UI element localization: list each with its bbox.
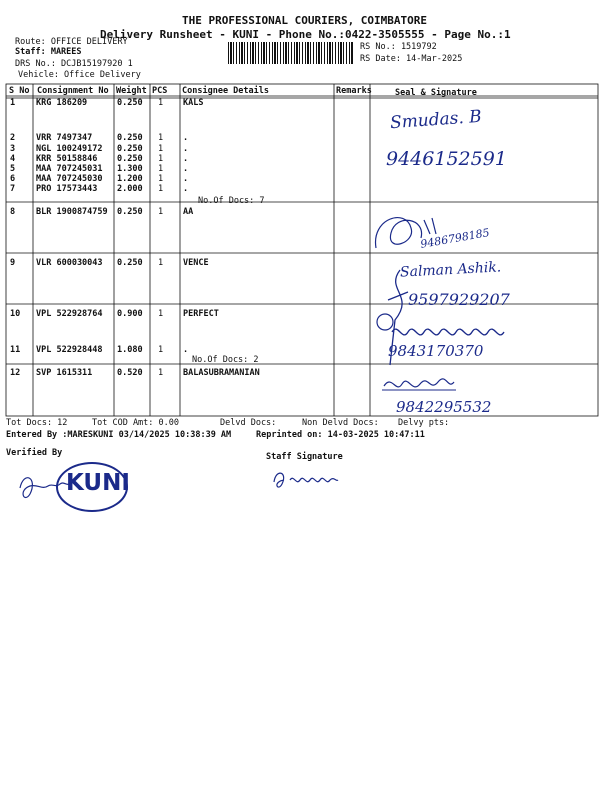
cell-pcs: 1	[158, 309, 164, 319]
cell-sno: 8	[10, 207, 16, 217]
cell-cons: VPL 522928448	[36, 345, 103, 355]
cell-cons: BLR 1900874759	[36, 207, 108, 217]
cell-details: .	[183, 164, 189, 174]
cell-details: .	[183, 133, 189, 143]
cell-weight: 0.250	[117, 98, 143, 108]
cell-pcs: 1	[158, 184, 164, 194]
signature-phone: 9446152591	[386, 148, 507, 170]
cell-details: VENCE	[183, 258, 209, 268]
cell-pcs: 1	[158, 164, 164, 174]
cell-sno: 10	[10, 309, 21, 319]
vehicle-label: Vehicle: Office Delivery	[18, 70, 141, 80]
cell-weight: 0.900	[117, 309, 143, 319]
cell-pcs: 1	[158, 207, 164, 217]
docs-note: No.Of Docs: 7	[198, 196, 265, 206]
cell-sno: 2	[10, 133, 16, 143]
cell-cons: VRR 7497347	[36, 133, 93, 143]
cell-weight: 0.520	[117, 368, 143, 378]
col-consignee: Consignee Details	[182, 86, 269, 96]
delvd-docs: Delvd Docs:	[220, 418, 277, 428]
cell-sno: 1	[10, 98, 16, 108]
cell-weight: 1.080	[117, 345, 143, 355]
cell-weight: 2.000	[117, 184, 143, 194]
cell-sno: 9	[10, 258, 16, 268]
non-delvd-docs: Non Delvd Docs:	[302, 418, 379, 428]
staff-label: Staff: MAREES	[15, 47, 82, 57]
cell-details: KALS	[183, 98, 204, 108]
col-pcs: PCS	[152, 86, 168, 96]
signature-phone: 9597929207	[408, 290, 510, 309]
cell-sno: 12	[10, 368, 21, 378]
cell-details: .	[183, 174, 189, 184]
cell-weight: 0.250	[117, 133, 143, 143]
cell-sno: 11	[10, 345, 21, 355]
cell-weight: 0.250	[117, 144, 143, 154]
cell-pcs: 1	[158, 154, 164, 164]
cell-cons: KRR 50158846	[36, 154, 98, 164]
col-consignment: Consignment No	[37, 86, 109, 96]
col-seal: Seal & Signature	[395, 88, 477, 98]
signature-name: Salman Ashik.	[399, 259, 502, 281]
stamp-text: KUNI	[66, 470, 130, 496]
cell-pcs: 1	[158, 174, 164, 184]
staff-signature-label: Staff Signature	[266, 452, 343, 462]
col-weight: Weight	[116, 86, 147, 96]
cell-cons: MAA 707245030	[36, 174, 103, 184]
cell-cons: MAA 707245031	[36, 164, 103, 174]
drs-label: DRS No.: DCJB15197920 1	[15, 59, 133, 69]
route-label: Route: OFFICE DELIVERY	[15, 37, 128, 47]
cell-sno: 7	[10, 184, 16, 194]
cell-details: .	[183, 184, 189, 194]
cell-details: .	[183, 154, 189, 164]
cell-cons: VLR 600030043	[36, 258, 103, 268]
cell-sno: 3	[10, 144, 16, 154]
verified-by: Verified By	[6, 448, 63, 458]
cell-sno: 5	[10, 164, 16, 174]
signature-phone: 9842295532	[396, 398, 492, 416]
cell-cons: VPL 522928764	[36, 309, 103, 319]
rs-number: RS No.: 1519792	[360, 42, 437, 52]
cell-pcs: 1	[158, 98, 164, 108]
company-title: THE PROFESSIONAL COURIERS, COIMBATORE	[182, 14, 428, 27]
cell-pcs: 1	[158, 144, 164, 154]
cell-sno: 6	[10, 174, 16, 184]
cell-weight: 1.300	[117, 164, 143, 174]
tot-cod: Tot COD Amt: 0.00	[92, 418, 179, 428]
cell-weight: 0.250	[117, 207, 143, 217]
runsheet-subtitle: Delivery Runsheet - KUNI - Phone No.:0422-3505555 - Page No.:1	[100, 28, 511, 41]
signature-scribble	[380, 372, 460, 394]
cell-pcs: 1	[158, 368, 164, 378]
cell-details: AA	[183, 207, 194, 217]
cell-details: .	[183, 144, 189, 154]
tot-docs: Tot Docs: 12	[6, 418, 68, 428]
signature-scribble	[388, 318, 538, 342]
cell-cons: PRO 17573443	[36, 184, 98, 194]
cell-details: .	[183, 345, 189, 355]
cell-pcs: 1	[158, 133, 164, 143]
cell-weight: 0.250	[117, 258, 143, 268]
col-remarks: Remarks	[336, 86, 372, 96]
entered-by: Entered By :MARESKUNI 03/14/2025 10:38:39 AM	[6, 430, 232, 440]
cell-weight: 0.250	[117, 154, 143, 164]
staff-signature	[268, 462, 358, 494]
cell-pcs: 1	[158, 345, 164, 355]
signature-name: Smudas. B	[389, 106, 483, 134]
cell-sno: 4	[10, 154, 16, 164]
rs-date: RS Date: 14-Mar-2025	[360, 54, 463, 64]
col-sno: S No	[9, 86, 30, 96]
cell-details: PERFECT	[183, 309, 219, 319]
cell-weight: 1.200	[117, 174, 143, 184]
cell-details: BALASUBRAMANIAN	[183, 368, 260, 378]
signature-phone: 9486798185	[419, 226, 491, 251]
delvy-pts: Delvy pts:	[398, 418, 450, 428]
docs-note: No.Of Docs: 2	[192, 355, 259, 365]
cell-cons: KRG 186209	[36, 98, 88, 108]
cell-cons: SVP 1615311	[36, 368, 93, 378]
signature-phone: 9843170370	[388, 342, 484, 360]
cell-cons: NGL 100249172	[36, 144, 103, 154]
reprinted-on: Reprinted on: 14-03-2025 10:47:11	[256, 430, 425, 440]
cell-pcs: 1	[158, 258, 164, 268]
